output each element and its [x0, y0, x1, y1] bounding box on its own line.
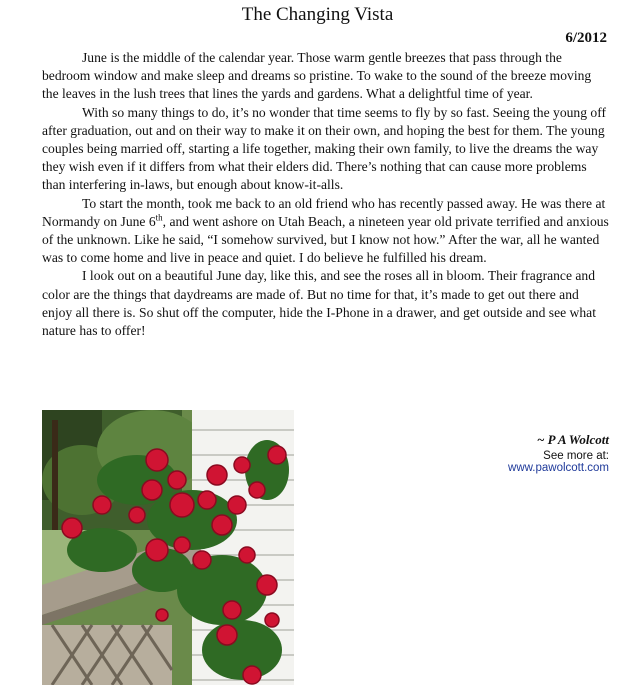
date: 6/2012: [565, 30, 607, 46]
paragraph-1: June is the middle of the calendar year. Those warm gentle breezes that pass through the bedroom window and make sleep and dreams so pristine. To wake to the sound of the breeze moving the leaves in the lush trees that lines the yards and gardens. What a delightful time of year.: [42, 50, 592, 102]
website-link[interactable]: www.pawolcott.com: [508, 462, 609, 474]
paragraph-3: [42, 195, 610, 268]
paragraph-3-end: , and went ashore on Utah Beach, a nineteen year old private terrified and anxious of the unknown. Like he said, “I somehow survived, but I know not how.” After the war, all he wanted was to come home and live in peace and quiet. I do believe he fulfilled his dream.: [42, 213, 609, 266]
ordinal-suffix: th: [155, 212, 163, 223]
see-more-label: See more at:: [543, 450, 609, 462]
page-title: The Changing Vista: [241, 4, 394, 25]
signature-block: [508, 432, 609, 474]
article-body: [42, 49, 610, 340]
roses-photo: [42, 410, 294, 685]
author-name: ~ P A Wolcott: [536, 432, 609, 447]
paragraph-4: I look out on a beautiful June day, like this, and see the roses all in bloom. Their fragrance and color are the things that daydreams are made of. But no time for that, it’s made to get out there and enjoy all there is. So shut off the computer, hide the I-Phone in a drawer, and get outside and see what nature has to offer!: [42, 268, 596, 339]
paragraph-2: With so many things to do, it’s no wonder that time seems to fly by so fast. Seeing the young off after graduation, out and on their way to make it on their own, and hoping the best for them. The young couples being married off, starting a life together, making their own family, to live the dreams the way they wish even if it differs from what their elders did. There’s nothing that can cause more problems than interfering in-laws, but enough about know-it-alls.: [42, 104, 607, 193]
paragraph-3-start: To start the month, took me back to an old friend who has recently passed away. He was there at Normandy on June 6: [42, 195, 606, 229]
